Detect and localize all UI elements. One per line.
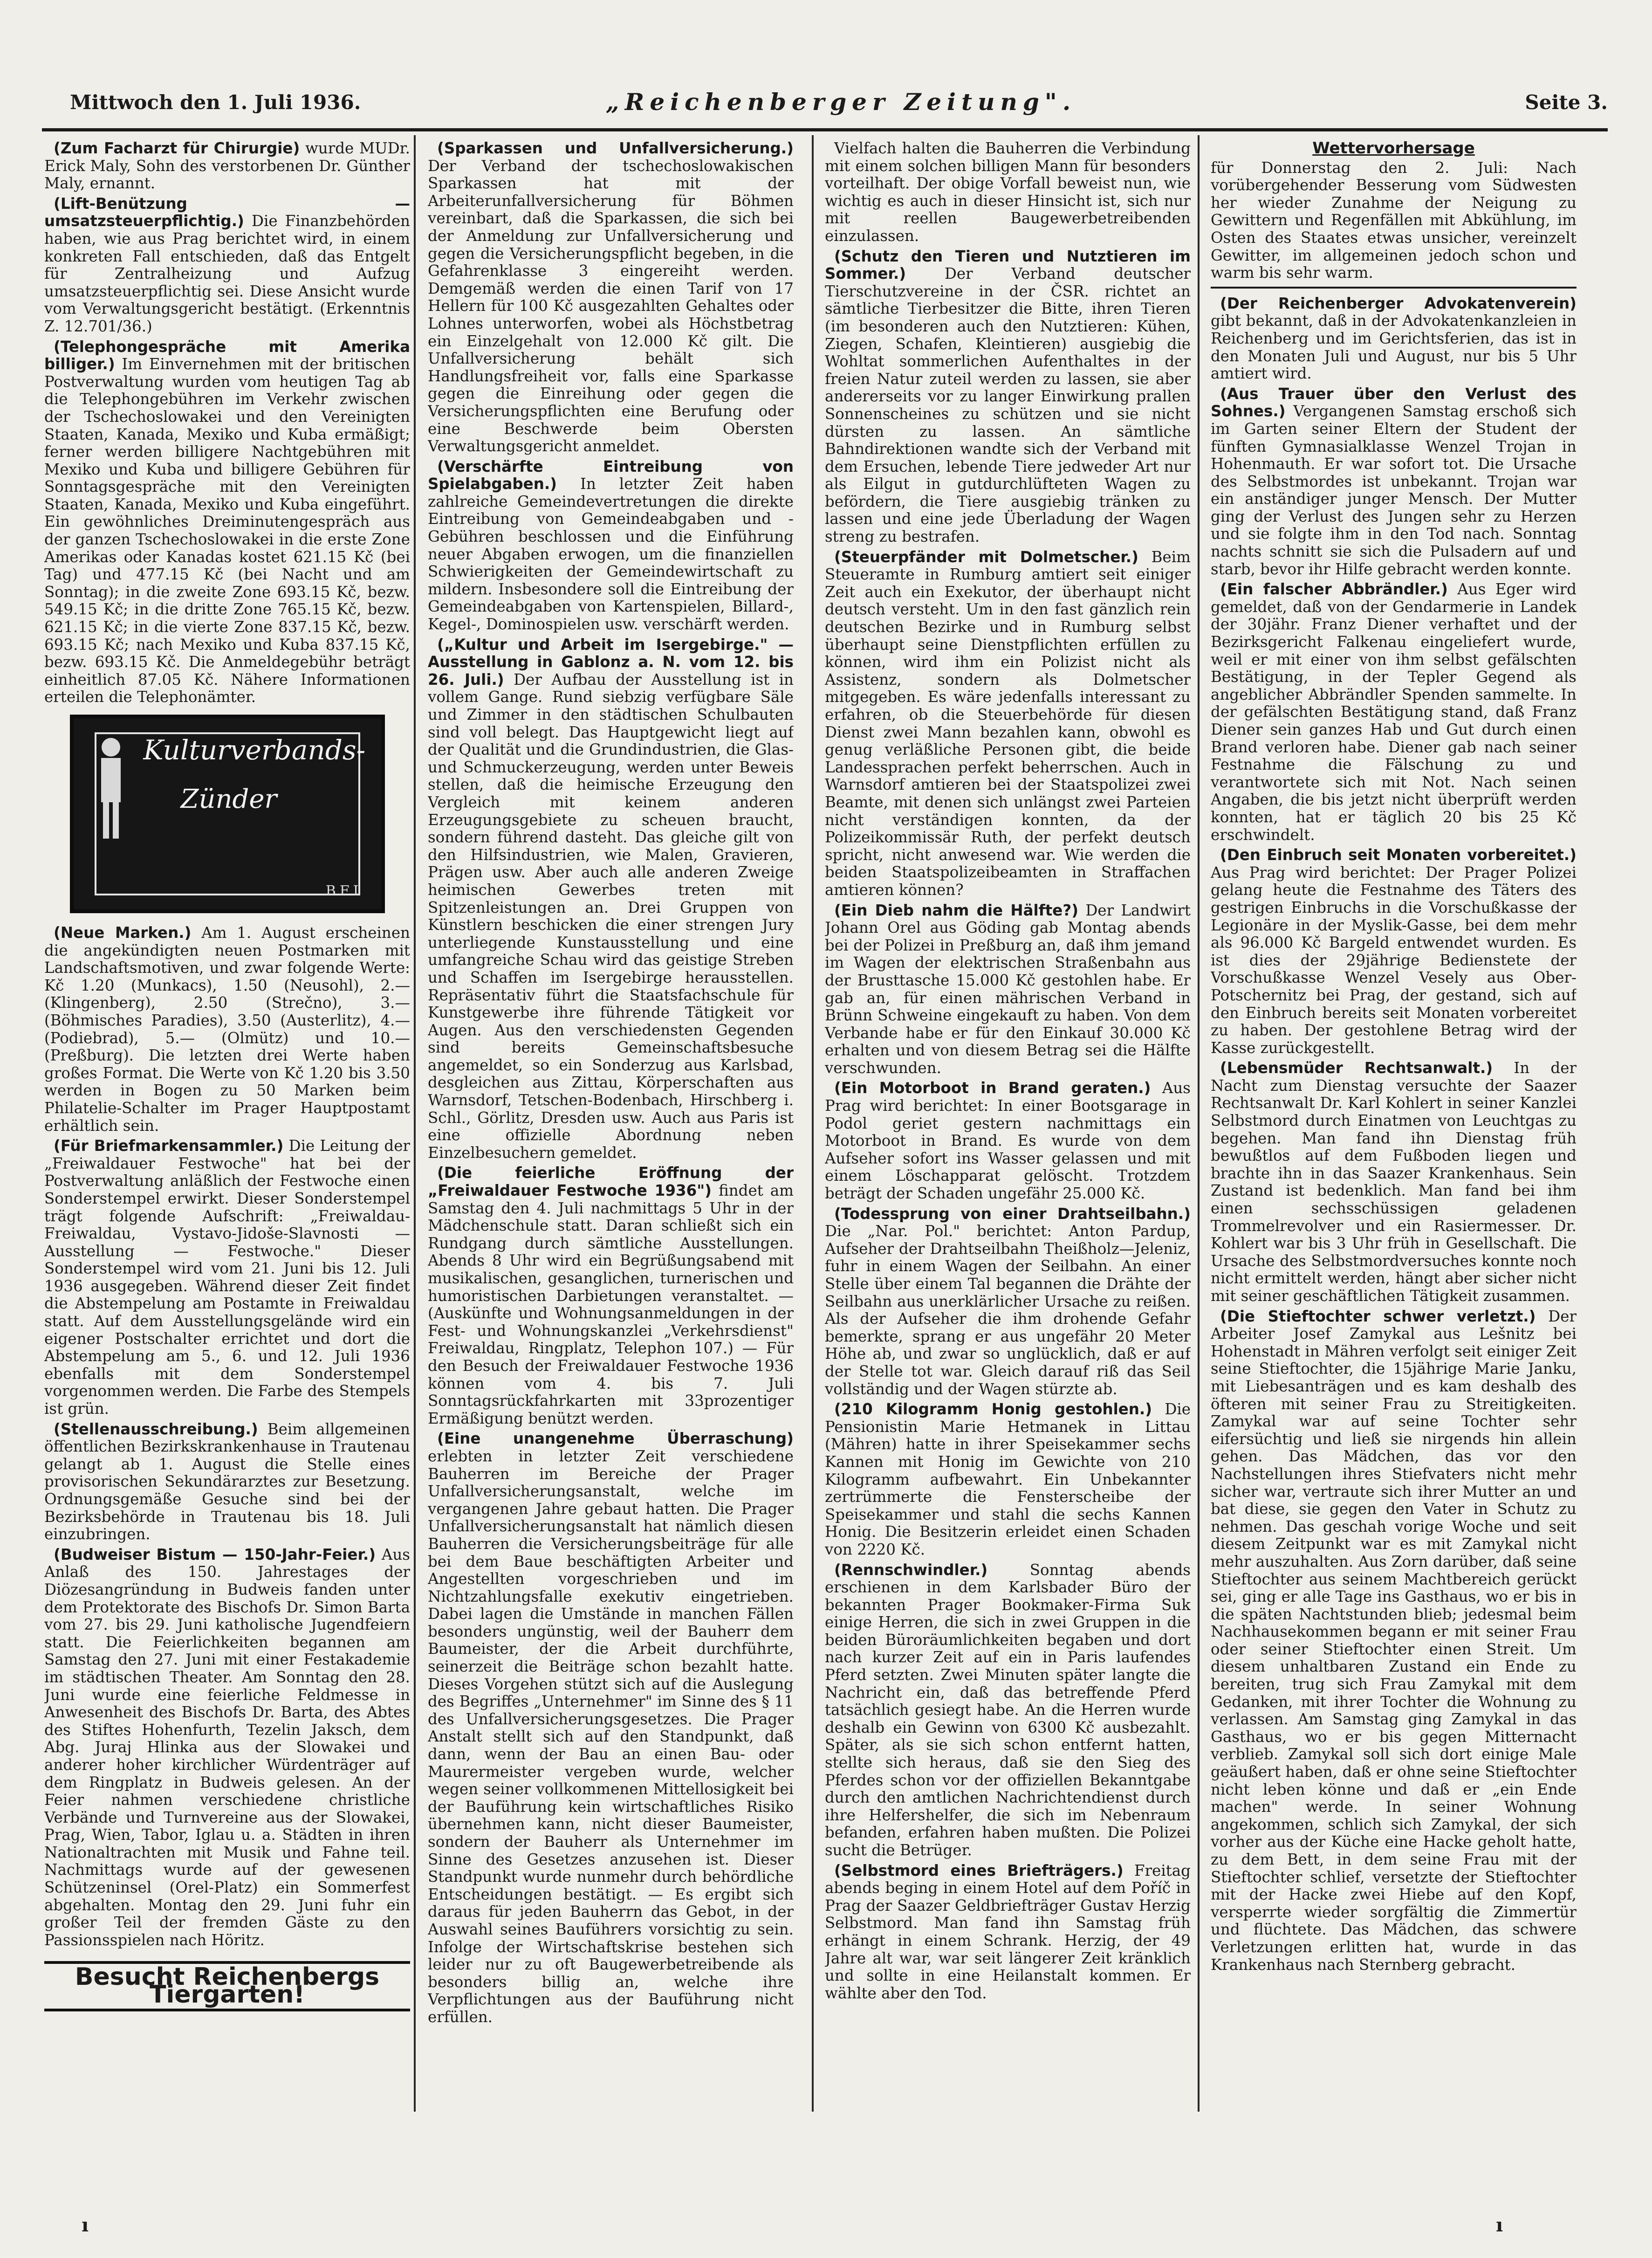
article-headline: (Die Stieftochter schwer verletzt.) bbox=[1220, 1307, 1536, 1325]
article bbox=[428, 458, 794, 633]
article-headline: (Den Einbruch seit Monaten vorbereitet.) bbox=[1220, 846, 1577, 864]
article-headline: (Neue Marken.) bbox=[54, 924, 192, 942]
article-body: Aus Prag wird berichtet: In einer Bootsgarage in Podol geriet gestern nachmittags ein Motorboot in Brand. Es wurde von dem Aufseher sofort ins Wasser gelassen und mit einem Löschapparat gelöscht. Trotzdem beträgt der Schaden ungefähr 25.000 Kč. bbox=[825, 1079, 1191, 1203]
article-headline: (Aus Trauer über den Verlust des Sohnes.) bbox=[1211, 385, 1577, 420]
article bbox=[1211, 295, 1577, 383]
article-headline: („Kultur und Arbeit im Isergebirge." — Ausstellung in Gablonz a. N. vom 12. bis 26. Juli.) bbox=[428, 635, 794, 688]
article bbox=[428, 140, 794, 455]
article-headline: (Rennschwindler.) bbox=[834, 1561, 988, 1579]
ad-title: Kulturverbands- bbox=[143, 734, 366, 766]
article bbox=[825, 248, 1191, 546]
masthead bbox=[70, 88, 1608, 124]
article bbox=[44, 338, 410, 706]
weather-rule bbox=[1211, 287, 1577, 289]
article-body: In letzter Zeit haben zahlreiche Gemeindevertretungen die direkte Eintreibung von Gemeindeabgaben und -Gebühren beschlossen und die Einführung neuer Abgaben erwogen, um die finanziellen Schwierigkeiten der Gemeindewirtschaft zu mildern. Insbesondere soll die Eintreibung der Gemeindeabgaben von Kartenspielen, Billard-, Kegel-, Dominospielen usw. verschärft werden. bbox=[428, 475, 794, 633]
article bbox=[1211, 1060, 1577, 1305]
article bbox=[44, 924, 410, 1135]
article-body: Aus Anlaß des 150. Jahrestages der Diözesangründung in Budweis fanden unter dem Protektorate des Bischofs Dr. Simon Barta vom 27. bis 29. Juni katholische Jugendfeiern statt. Die Feierlichkeiten begannen am Samstag den 27. Juni mit einer Festakademie im städtischen Theater. Am Sonntag den 28. Juni wurde eine feierliche Feldmesse in Anwesenheit des Bischofs Dr. Barta, des Abtes des Stiftes Hohenfurth, Tezelin Jaksch, dem Abg. Juraj Hlinka aus der Slowakei und anderer hoher kirchlicher Würdenträger auf dem Ringplatz in Budweis gelesen. An der Feier nahmen verschiedene christliche Verbände und Turnvereine aus der Slowakei, Prag, Wien, Tabor, Iglau u. a. Städten in ihren Nationaltrachten mit Musik und Fahne teil. Nachmittags wurde auf der gewesenen Schützeninsel (Orel-Platz) ein Sommerfest abgehalten. Montag den 29. Juni fuhr ein großer Teil der fremden Gäste zu den Passionsspielen nach Höritz. bbox=[44, 1545, 410, 1949]
article-body: In der Nacht zum Dienstag versuchte der Saazer Rechtsanwalt Dr. Karl Kohlert in seiner Kanzlei Selbstmord durch Einatmen von Leuchtgas zu begehen. Man fand ihn Dienstag früh bewußtlos auf dem Fußboden liegen und brachte ihn in das Saazer Krankenhaus. Sein Zustand ist bedenklich. Man fand bei ihm einen sechsschüssigen geladenen Trommelrevolver und ein Rasiermesser. Dr. Kohlert war bis 3 Uhr früh in Gesellschaft. Die Ursache des Selbstmordversuches konnte noch nicht ermittelt werden, hängt aber sicher nicht mit seiner geschäftlichen Tätigkeit zusammen. bbox=[1211, 1059, 1577, 1305]
article-body: findet am Samstag den 4. Juli nachmittags 5 Uhr in der Mädchenschule statt. Daran schließt sich ein Rundgang durch sämtliche Ausstellungen. Abends 8 Uhr wird ein Begrüßungsabend mit musikalischen, gesanglichen, turnerischen und humoristischen Darbietungen veranstaltet. — (Auskünfte und Wohnungsanmeldungen in der Fest- und Wohnungskanzlei „Verkehrsdienst" Freiwaldau, Ringplatz, Telephon 107.) — Für den Besuch der Freiwaldauer Festwoche 1936 können vom 4. bis 7. Juli Sonntagsrückfahrkarten mit 33prozentiger Ermäßigung benützt werden. bbox=[428, 1182, 794, 1427]
column-3-articles bbox=[825, 140, 1191, 2002]
article bbox=[1211, 1308, 1577, 1974]
weather-forecast: für Donnerstag den 2. Juli: Nach vorübergehender Besserung vom Südwesten her wieder Zunahme der Neigung zu Gewittern und Regenfällen mit Abkühlung, im Osten des Staates etwas unsicher, vereinzelt Gewitter, im allgemeinen jedoch schon und warm bis sehr warm. bbox=[1211, 158, 1577, 282]
article-headline: (Sparkassen und Unfallversicherung.) bbox=[437, 140, 794, 157]
article bbox=[825, 1401, 1191, 1558]
article bbox=[1211, 847, 1577, 1057]
article-headline: (Selbstmord eines Briefträgers.) bbox=[834, 1861, 1124, 1879]
article-body: wurde MUDr. Erick Maly, Sohn des verstorbenen Dr. Günther Maly, ernannt. bbox=[44, 140, 410, 193]
kulturverband-ad bbox=[70, 715, 385, 913]
article-body: Die Pensionistin Marie Hetmanek in Littau (Mähren) hatte in ihrer Speisekammer sechs Kannen mit Honig im Gewichte von 210 Kilogramm aufbewahrt. Ein Unbekannter zertrümmerte die Fensterscheibe der Speisekammer und stahl die sechs Kannen Honig. Die Besitzerin erleidet einen Schaden von 2220 Kč. bbox=[825, 1400, 1191, 1558]
article-body: Der Landwirt Johann Orel aus Göding gab Montag abends bei der Polizei in Preßburg an, daß ihm jemand im Wagen der elektrischen Straßenbahn aus der Brusttasche 15.000 Kč gestohlen habe. Er gab an, für einen mährischen Verband in Brünn Schweine eingekauft zu haben. Von dem Verbande habe er für den Einkauf 30.000 Kč erhalten und von diesem Betrag sei die Hälfte verschwunden. bbox=[825, 901, 1191, 1077]
column-4-articles bbox=[1211, 295, 1577, 1974]
column-1-articles-bottom bbox=[44, 924, 410, 1949]
column-2-articles bbox=[428, 140, 794, 2026]
article-headline: (Eine unangenehme Überraschung) bbox=[437, 1430, 794, 1448]
article-headline: (Ein Dieb nahm die Hälfte?) bbox=[834, 901, 1079, 919]
article-headline: (Zum Facharzt für Chirurgie) bbox=[54, 140, 300, 157]
article-headline: (Todessprung von einer Drahtseilbahn.) bbox=[834, 1205, 1191, 1223]
article bbox=[825, 902, 1191, 1077]
article-body: Der Verband deutscher Tierschutzvereine in der ČSR. richtet an sämtliche Tierbesitzer die Bitte, ihren Tieren (im besonderen auch den Nutztieren: Kühen, Ziegen, Schafen, Kleintieren) ausgiebig die Wohltat sommerlichen Aufenthaltes in der freien Natur zuteil werden zu lassen, sie aber andererseits vor zu langer Einwirkung prallen Sonnenscheines zu schützen und sie nicht dürsten zu lassen. An sämtliche Bahndirektionen wandte sich der Verband mit dem Ersuchen, lebende Tiere jedweder Art nur als Eilgut in gutdurchlüfteten Wagen zu befördern, die Tiere ausgiebig tränken zu lassen und eine jede Überladung der Wagen streng zu bestrafen. bbox=[825, 265, 1191, 546]
article-body: Am 1. August erscheinen die angekündigten neuen Postmarken mit Landschaftsmotiven, und zwar folgende Werte: Kč 1.20 (Munkacs), 1.50 (Neusohl), 2.— (Klingenberg), 2.50 (Strečno), 3.— (Böhmisches Paradies), 3.50 (Austerlitz), 4.— (Podiebrad), 5.— (Olmütz) und 10.— (Preßburg). Die letzten drei Werte haben großes Format. Die Werte von Kč 1.20 bis 3.50 werden in Bogen zu 50 Marken beim Philatelie-Schalter im Prager Hauptpostamt erhältlich sein. bbox=[44, 924, 410, 1135]
article bbox=[428, 1430, 794, 2026]
article-body: Die „Nar. Pol." berichtet: Anton Pardup, Aufseher der Drahtseilbahn Theißholz—Jeleniz, fuhr in einem Wagen der Seilbahn. An einer Stelle über einem Tal begannen die Drähte der Seilbahn aus unerklärlicher Ursache zu reißen. Als der Aufseher die ihm drohende Gefahr bemerkte, sprang er aus ungefähr 20 Meter Höhe ab, und zwar so unglücklich, daß er auf der Stelle tot war. Gleich darauf riß das Seil vollständig und der Wagen stürzte ab. bbox=[825, 1222, 1191, 1398]
header-rule bbox=[42, 128, 1608, 131]
column-4 bbox=[1211, 140, 1577, 2112]
article-headline: (Stellenausschreibung.) bbox=[54, 1420, 258, 1438]
column-divider bbox=[1198, 135, 1200, 2112]
article-body: Sonntag abends erschienen in dem Karlsbader Büro der bekannten Prager Bookmaker-Firma Suk einige Herren, die sich in zwei Gruppen in die beiden Büroräumlichkeiten begaben und dort nach kurzer Zeit auf ein in Paris laufendes Pferd setzten. Zwei Minuten später langte die Nachricht ein, daß das betreffende Pferd tatsächlich gesiegt habe. An die Herren wurde deshalb ein Gewinn von 6300 Kč ausbezahlt. Später, als sie sich schon entfernt hatten, stellte sich heraus, daß sie den Sieg des Pferdes schon vor der offiziellen Bekanntgabe durch den amtlichen Nachrichtendienst durch ihre Helfershelfer, die sich im Nebenraum befanden, erfahren haben mußten. Die Polizei sucht die Betrüger. bbox=[825, 1561, 1191, 1859]
ad-subtitle: Zünder bbox=[180, 784, 277, 814]
column-3 bbox=[825, 140, 1191, 2112]
article-body: Vergangenen Samstag erschoß sich im Garten seiner Eltern der Student der fünften Gymnasialklasse Wenzel Trojan in Hohenmauth. Er war sofort tot. Die Ursache des Selbstmordes ist unbekannt. Trojan war ein anständiger junger Mensch. Der Mutter ging der Verlust des Jungen sehr zu Herzen und sie folgte ihm in den Tod nach. Sonntag nachts schnitt sie sich die Pulsadern auf und starb, bevor ihr Hilfe gebracht werden konnte. bbox=[1211, 402, 1577, 578]
article-body: Der Verband der tschechoslowakischen Sparkassen hat mit der Arbeiterunfallversicherung für Böhmen vereinbart, daß die Sparkassen, die sich bei der Anmeldung zur Unfallversicherung und gegen die Versicherungspflicht begeben, in die Gefahrenklasse 3 eingereiht werden. Demgemäß werden die einen Tarif von 17 Hellern für 100 Kč ausgezahlten Gehaltes oder Lohnes unterworfen, wobei als Höchstbetrag ein Einzelgehalt von 12.000 Kč gilt. Die Unfallversicherung behält sich Handlungsfreiheit vor, falls eine Sparkasse gegen die Einreihung oder gegen die Versicherungspflichten eine Berufung oder eine Beschwerde beim Obersten Verwaltungsgericht anmeldet. bbox=[428, 157, 794, 455]
column-1-articles-top bbox=[44, 140, 410, 706]
article-body: Beim Steueramte in Rumburg amtiert seit einiger Zeit auch ein Exekutor, der überhaupt nicht deutsch versteht. Um in den fast gänzlich rein deutschen Bezirke und in Rumburg selbst überhaupt seine Dienstpflichten erfüllen zu können, wird ihm ein Polizist nicht als Assistenz, sondern als Dolmetscher mitgegeben. Es wäre jedenfalls interessant zu erfahren, ob die Steuerbehörde für diesen Dienst zwei Mann bezahlen kann, obwohl es genug verläßliche Personen gibt, die beide Landessprachen perfekt beherrschen. Auch in Warnsdorf amtieren bei der Staatspolizei zwei Beamte, mit denen sich unlängst zwei Parteien nicht verständigen konnten, da der Polizeikommissär Ruth, der perfekt deutsch spricht, nicht anwesend war. Wie werden die beiden Staatspolizeibeamten in Straffachen amtieren können? bbox=[825, 548, 1191, 899]
weather-title: Wettervorhersage bbox=[1312, 140, 1475, 158]
article-headline: (Der Reichenberger Advokatenverein) bbox=[1220, 294, 1577, 312]
article-headline: (Die feierliche Eröffnung der „Freiwaldauer Festwoche 1936") bbox=[428, 1164, 794, 1200]
article-body: Der Arbeiter Josef Zamykal aus Lešnitz bei Hohenstadt in Mähren verfolgt seit einiger Zeit seine Stieftochter, die 15jährige Marie Janku, mit Liebesanträgen und es kam deshalb des öfteren mit seiner Frau zu Streitigkeiten. Zamykal war auf seine Tochter sehr eifersüchtig und ließ sie nirgends hin allein gehen. Das Mädchen, das vor den Nachstellungen ihres Stiefvaters nicht mehr sicher war, vertraute sich ihrer Mutter an und bat diese, sie gegen den Vater in Schutz zu nehmen. Das geschah vorige Woche und seit diesem Zeitpunkt war es mit Zamykal nicht mehr auszuhalten. Aus Zorn darüber, daß seine Stieftochter aus seinem Machtbereich gerückt sei, ging er alle Tage ins Gasthaus, wo er bis in die späten Nachtstunden blieb; jedesmal beim Nachhausekommen begann er mit seiner Frau oder seiner Stieftochter einen Streit. Um diesem unhaltbaren Zustand ein Ende zu bereiten, trug sich Frau Zamykal mit dem Gedanken, mit ihrer Tochter die Wohnung zu verlassen. Am Samstag ging Zamykal in das Gasthaus, wo er bis gegen Mitternacht verblieb. Zamykal soll sich dort einige Male geäußert haben, daß er ohne seine Stieftochter nicht leben könne und daß er „ein Ende machen" werde. In seiner Wohnung angekommen, schlich sich Zamykal, der sich vorher aus der Küche eine Hacke geholt hatte, zu dem Bett, in dem seine Frau mit der Stieftochter schlief, versetzte der Stieftochter mit der Hacke zwei Hiebe auf den Kopf, versperrte wieder sorgfältig die Zimmertür und flüchtete. Das Mädchen, das schwere Verletzungen erlitten hat, wurde in das Krankenhaus nach Sternberg gebracht. bbox=[1211, 1307, 1577, 1974]
article bbox=[44, 1137, 410, 1418]
article-body: Freitag abends beging in einem Hotel auf dem Poříč in Prag der Saazer Geldbriefträger Gustav Herzig Selbstmord. Man fand ihn Samstag früh erhängt in einem Schrank. Herzig, der 49 Jahre alt war, war seit längerer Zeit kränklich und sollte in eine Heilanstalt kommen. Er wählte aber den Tod. bbox=[825, 1861, 1191, 2002]
article bbox=[44, 1546, 410, 1949]
standing-figure-icon bbox=[90, 732, 132, 844]
article-body: Aus Prag wird berichtet: Der Prager Polizei gelang heute die Festnahme des Täters des gestrigen Einbruchs in die Vorschußkasse der Legionäre in der Myslik-Gasse, bei dem mehr als 96.000 Kč Bargeld entwendet wurden. Es ist dies der 29jährige Bedienstete der Vorschußkasse Wenzel Vesely aus Ober-Potschernitz bei Prag, der gestand, sich auf den Einbruch bereits seit Monaten vorbereitet zu haben. Der gestohlene Betrag wird der Kasse zurückgestellt. bbox=[1211, 863, 1577, 1057]
column-1 bbox=[44, 140, 410, 2112]
column-divider bbox=[812, 135, 814, 2112]
article bbox=[428, 1164, 794, 1427]
article-headline: (Schutz den Tieren und Nutztieren im Sommer.) bbox=[825, 247, 1191, 283]
tiergarten-banner: Besucht Reichenbergs Tiergarten! bbox=[44, 1961, 410, 2011]
newspaper-title: „Reichenberger Zeitung". bbox=[606, 88, 1076, 116]
article-body: Der Aufbau der Ausstellung ist in vollem Gange. Rund siebzig verfügbare Säle und Zimmer in den städtischen Schulbauten sind voll belegt. Das Hauptgewicht liegt auf der Qualität und die Grundindustrien, die Glas- und Schmuckerzeugung, werden unter Beweis stellen, daß die heimische Erzeugung den Vergleich mit keinem anderen Erzeugungsgebiete zu scheuen braucht, sondern führend dasteht. Das gleiche gilt von den Hilfsindustrien, wie Malen, Gravieren, Prägen usw. Aber auch alle anderen Zweige heimischen Gewerbes treten mit Spitzenleistungen an. Drei Gruppen von Künstlern beschicken die einer strengen Jury unterliegende Kunstausstellung und eine umfangreiche Schau wird das geistige Streben und Schaffen im Isergebirge herausstellen. Repräsentativ führt die Staatsfachschule für Kunstgewerbe ihre führende Tätigkeit vor Augen. Aus den verschiedensten Gegenden sind bereits Gemeinschaftsbesuche angemeldet, so ein Sonderzug aus Karlsbad, desgleichen aus Zittau, Körperschaften aus Warnsdorf, Tetschen-Bodenbach, Hirschberg i. Schl., Görlitz, Dresden usw. Auch aus Paris ist eine offizielle Abordnung neben Einzelbesuchern gemeldet. bbox=[428, 670, 794, 1162]
article-body: Beim allgemeinen öffentlichen Bezirkskrankenhause in Trautenau gelangt ab 1. August die Stelle eines provisorischen Sekundärarztes zur Besetzung. Ordnungsgemäße Gesuche sind bei der Bezirksbehörde in Trautenau bis 18. Juli einzubringen. bbox=[44, 1420, 410, 1543]
article-body: gibt bekannt, daß in der Advokatenkanzleien in Reichenberg und im Gerichtsferien, das ist in den Monaten Juli und August, nur bis 5 Uhr amtiert wird. bbox=[1211, 312, 1577, 383]
article-headline: (Lebensmüder Rechtsanwalt.) bbox=[1220, 1059, 1493, 1077]
page-number: Seite 3. bbox=[1525, 91, 1608, 114]
article bbox=[825, 549, 1191, 899]
footer-mark: ı bbox=[1496, 2214, 1503, 2236]
article bbox=[825, 1862, 1191, 2003]
article-body: Im Einvernehmen mit der britischen Postverwaltung wurden vom heutigen Tag ab die Telephongebühren im Verkehr zwischen der Tschechoslowakei und den Vereinigten Staaten, Kanada, Mexiko und Kuba ermäßigt; ferner werden billigere Nachtgebühren mit Mexiko und Kuba und billigere Gebühren für Sonntagsgespräche mit den Vereinigten Staaten, Kanada, Mexiko und Kuba eingeführt. Ein gewöhnliches Dreiminutengespräch aus der ganzen Tschechoslowakei in die erste Zone Amerikas oder Kanadas kostet 621.15 Kč (bei Tag) und 477.15 Kč (bei Nacht und am Sonntag); in die zweite Zone 693.15 Kč, bezw. 549.15 Kč; in die dritte Zone 765.15 Kč, bezw. 621.15 Kč; in die vierte Zone 837.15 Kč, bezw. 693.15 Kč; nach Mexiko und Kuba 837.15 Kč, bezw. 693.15 Kč. Die Anmeldegebühr beträgt einheitlich 87.05 Kč. Nähere Informationen erteilen die Telephonämter. bbox=[44, 355, 410, 706]
article bbox=[428, 636, 794, 1162]
article-body: erlebten in letzter Zeit verschiedene Bauherren im Bereiche der Prager Unfallversicherungsanstalt, welche im vergangenen Jahre gebaut hatten. Die Prager Unfallversicherungsanstalt hat nämlich diesen Bauherren die Versicherungsbeiträge für alle bei dem Baue beschäftigten Arbeiter und Angestellten vorgeschrieben und im Nichtzahlungsfalle exekutiv eingetrieben. Dabei lagen die Umstände in manchen Fällen besonders ungünstig, weil der Bauherr dem Baumeister, der die Arbeit durchführte, seinerzeit die Beiträge schon bezahlt hatte. Dieses Vorgehen stützt sich auf die Auslegung des Begriffes „Unternehmer" im Sinne des § 11 des Unfallversicherungsgesetzes. Die Prager Anstalt stellt sich auf den Standpunkt, daß dann, wenn der Bau an einen Bau- oder Maurermeister vergeben wurde, welcher wegen seiner vollkommenen Mittellosigkeit bei der Bauführung kein wirtschaftliches Risiko übernehmen kann, nicht dieser Baumeister, sondern der Bauherr als Unternehmer im Sinne des Gesetzes anzusehen ist. Dieser Standpunkt wurde nunmehr durch behördliche Entscheidungen bestätigt. — Es ergibt sich daraus für jeden Bauherrn das Gebot, in der Auswahl seines Bauführers vorsichtig zu sein. Infolge der Wirtschaftskrise bestehen sich leider nur zu oft Baugewerbetreibende als besonders billig an, welche ihre Verpflichtungen aus der Bauführung nicht erfüllen. bbox=[428, 1447, 794, 2026]
article-headline: (210 Kilogramm Honig gestohlen.) bbox=[834, 1400, 1152, 1418]
article-body: Vielfach halten die Bauherren die Verbindung mit einem solchen billigen Mann für besonders vorteilhaft. Der obige Vorfall beweist nun, wie wichtig es auch in dieser Hinsicht ist, sich nur mit reellen Baugewerbetreibenden einzulassen. bbox=[825, 140, 1191, 245]
article-body: Die Finanzbehörden haben, wie aus Prag berichtet wird, in einem konkreten Fall entschieden, daß das Entgelt für Zentralheizung und Aufzug umsatzsteuerpflichtig sei. Diese Ansicht wurde vom Verwaltungsgericht bestätigt. (Erkenntnis Z. 12.701/36.) bbox=[44, 212, 410, 335]
article-headline: (Budweiser Bistum — 150-Jahr-Feier.) bbox=[54, 1545, 376, 1563]
article bbox=[1211, 581, 1577, 844]
article-headline: (Lift-Benützung — umsatzsteuerpflichtig.) bbox=[44, 194, 410, 230]
article-body: Aus Eger wird gemeldet, daß von der Gendarmerie in Landek der 30jähr. Franz Diener verhaftet und der Bezirksgericht Falkenau eingeliefert wurde, weil er mit einer von ihm selbst gefälschten Bestätigung, in der Tepler Gegend als angeblicher Abbrändler Spenden sammelte. In der gefälschten Bestätigung stand, daß Franz Diener sein ganzes Hab und Gut durch einen Brand verloren habe. Diener gab nach seiner Festnahme die Fälschung zu und verantwortete sich mit Not. Nach seinen Angaben, die bis jetzt nicht überprüft werden konnten, hat er täglich 20 bis 25 Kč erschwindelt. bbox=[1211, 580, 1577, 844]
column-2 bbox=[428, 140, 794, 2112]
issue-date: Mittwoch den 1. Juli 1936. bbox=[70, 91, 361, 114]
ad-mark: BFI bbox=[325, 883, 363, 900]
article-headline: (Für Briefmarkensammler.) bbox=[54, 1137, 284, 1155]
article bbox=[44, 1421, 410, 1543]
article-body: Die Leitung der „Freiwaldauer Festwoche" hat bei der Postverwaltung anläßlich der Festwoche einen Sonderstempel erwirkt. Dieser Sonderstempel trägt folgende Aufschrift: „Freiwaldau-Freiwaldau, Vystavo-Jidoše-Slavnosti — Ausstellung — Festwoche." Dieser Sonderstempel wird vom 21. Juni bis 12. Juli 1936 ausgegeben. Während dieser Zeit findet die Abstempelung am Postamte in Freiwaldau statt. Auf dem Ausstellungsgelände wird ein eigener Postschalter errichtet und dort die Abstempelung am 5., 6. und 12. Juli 1936 ebenfalls mit dem Sonderstempel vorgenommen werden. Die Farbe des Stempels ist grün. bbox=[44, 1137, 410, 1418]
article bbox=[825, 140, 1191, 245]
article-headline: (Telephongespräche mit Amerika billiger.) bbox=[44, 337, 410, 373]
article bbox=[1211, 386, 1577, 578]
article bbox=[44, 195, 410, 336]
article-headline: (Ein falscher Abbrändler.) bbox=[1220, 580, 1448, 599]
article bbox=[44, 140, 410, 193]
article-headline: (Ein Motorboot in Brand geraten.) bbox=[834, 1079, 1151, 1097]
article bbox=[825, 1080, 1191, 1202]
article-headline: (Steuerpfänder mit Dolmetscher.) bbox=[834, 548, 1138, 566]
article bbox=[825, 1562, 1191, 1859]
column-divider bbox=[414, 135, 416, 2112]
article bbox=[825, 1205, 1191, 1398]
article-headline: (Verschärfte Eintreibung von Spielabgaben.) bbox=[428, 457, 794, 493]
footer-mark: ı bbox=[82, 2214, 89, 2236]
